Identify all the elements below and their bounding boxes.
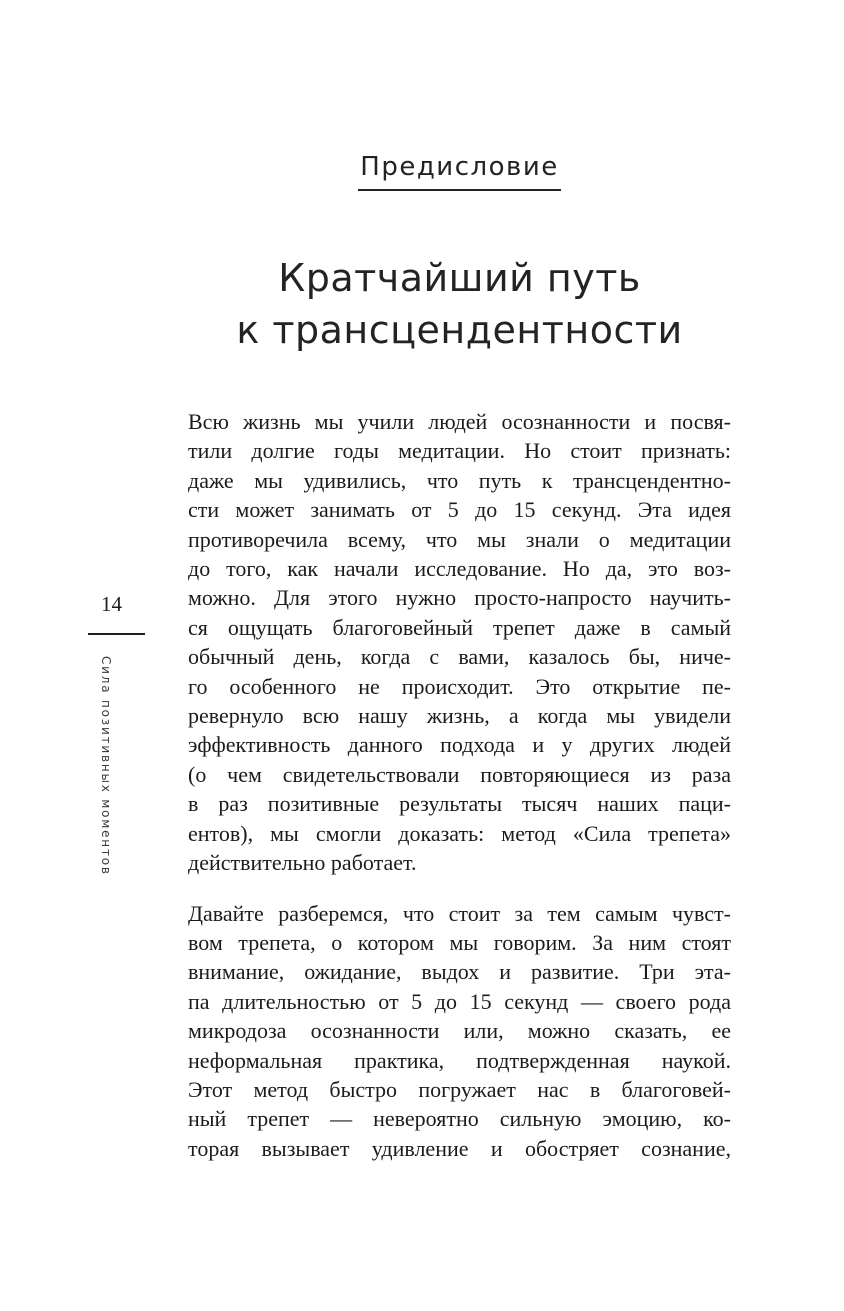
running-title: Сила позитивных моментов bbox=[99, 656, 113, 876]
text-line: эффективность данного подхода и у других людей bbox=[188, 732, 731, 758]
chapter-title-line2: к трансцендентности bbox=[236, 308, 683, 352]
chapter-title bbox=[138, 252, 781, 356]
text-line: противоречила всему, что мы знали о медитации bbox=[188, 526, 731, 552]
text-line: ревернуло всю нашу жизнь, а когда мы увидели bbox=[188, 703, 731, 729]
text-line: вом трепета, о котором мы говорим. За ним стоят bbox=[188, 929, 731, 955]
text-line: можно. Для этого нужно просто-напросто научить- bbox=[188, 585, 731, 611]
paragraph bbox=[188, 899, 731, 1164]
text-line: Всю жизнь мы учили людей осознанности и посвя- bbox=[188, 409, 731, 434]
text-line: (о чем свидетельствовали повторяющиеся из раза bbox=[188, 761, 731, 787]
text-line: сти может занимать от 5 до 15 секунд. Эта идея bbox=[188, 497, 731, 523]
text-line: неформальная практика, подтвержденная наукой. bbox=[188, 1047, 731, 1073]
text-line: в раз позитивные результаты тысяч наших паци- bbox=[188, 791, 731, 817]
body-text bbox=[188, 407, 731, 1163]
text-line: внимание, ожидание, выдох и развитие. Три эта- bbox=[188, 959, 731, 985]
preface-heading-wrap bbox=[188, 152, 731, 191]
text-line: обычный день, когда с вами, казалось бы, ниче- bbox=[188, 644, 731, 670]
text-line: действительно работает. bbox=[188, 850, 417, 876]
text-line: Этот метод быстро погружает нас в благоговей- bbox=[188, 1076, 731, 1102]
text-line: микродоза осознанности или, можно сказать, ее bbox=[188, 1018, 731, 1044]
text-line: ся ощущать благоговейный трепет даже в самый bbox=[188, 614, 731, 640]
page-number-rule bbox=[88, 633, 145, 635]
text-line: даже мы удивились, что путь к трансцендентно- bbox=[188, 467, 731, 493]
text-line: торая вызывает удивление и обостряет сознание, bbox=[188, 1135, 731, 1161]
text-line: до того, как начали исследование. Но да, это воз- bbox=[188, 556, 731, 582]
text-line: Давайте разберемся, что стоит за тем самым чувст- bbox=[188, 900, 731, 926]
text-line: го особенного не происходит. Это открытие пе- bbox=[188, 673, 731, 699]
page-number: 14 bbox=[101, 592, 122, 616]
text-line: тили долгие годы медитации. Но стоит признать: bbox=[188, 438, 731, 464]
chapter-title-line1: Кратчайший путь bbox=[278, 256, 641, 300]
text-line: ный трепет — невероятно сильную эмоцию, ко- bbox=[188, 1106, 731, 1132]
text-line: ентов), мы смогли доказать: метод «Сила трепета» bbox=[188, 820, 731, 846]
text-line: па длительностью от 5 до 15 секунд — своего рода bbox=[188, 988, 731, 1014]
paragraph bbox=[188, 407, 731, 878]
preface-heading: Предисловие bbox=[358, 152, 560, 191]
